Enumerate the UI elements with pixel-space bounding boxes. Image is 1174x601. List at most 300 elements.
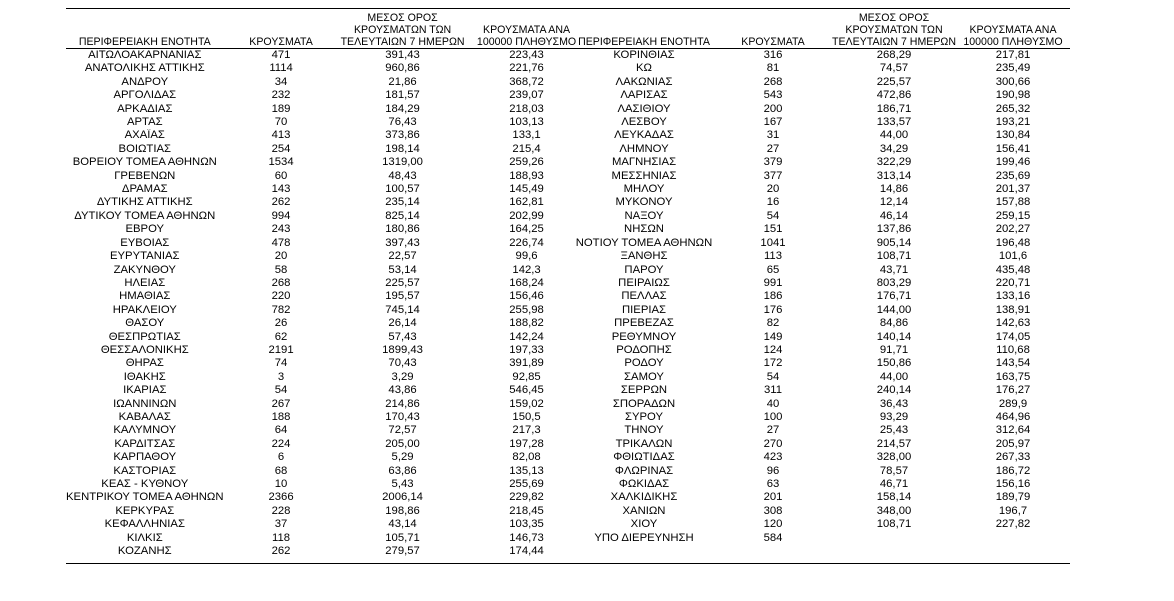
cell-avg7: 825,14 — [385, 209, 420, 222]
cell-per100k — [956, 532, 1070, 545]
cell-per100k: 312,64 — [995, 424, 1031, 437]
cell-per100k: 130,84 — [995, 129, 1031, 142]
cell-avg7: 91,71 — [879, 343, 909, 356]
table-row — [66, 331, 587, 344]
cell-per100k: 168,24 — [509, 276, 544, 289]
table-row — [574, 250, 1070, 263]
cell-per100k: 217,81 — [995, 49, 1031, 61]
cell-avg7: 195,57 — [385, 290, 420, 303]
cell-region: ΚΕΦΑΛΛΗΝΙΑΣ — [104, 518, 185, 531]
table-row — [66, 210, 587, 223]
cell-avg7: 46,14 — [879, 209, 909, 222]
cell-avg7: 176,71 — [876, 290, 912, 303]
cell-cases: 10 — [274, 478, 288, 490]
table-row — [66, 532, 587, 545]
cell-cases: 2191 — [268, 343, 294, 356]
cell-cases: 413 — [271, 129, 291, 142]
table-row — [574, 371, 1070, 384]
cell-region: ΝΗΣΩΝ — [624, 223, 664, 236]
cell-avg7: 268,29 — [876, 49, 912, 61]
table-row — [66, 465, 587, 478]
cell-cases: 224 — [271, 437, 291, 450]
table-row — [574, 290, 1070, 303]
table-row — [574, 505, 1070, 518]
cell-cases: 62 — [274, 330, 288, 343]
cell-avg7: 84,86 — [879, 317, 909, 330]
cell-avg7: 46,71 — [879, 478, 909, 490]
table-row — [66, 129, 587, 142]
cell-region: ΘΕΣΣΑΛΟΝΙΚΗΣ — [100, 343, 189, 356]
table-row — [66, 156, 587, 169]
cell-region: ΒΟΙΩΤΙΑΣ — [118, 142, 171, 155]
cell-region: ΚΟΖΑΝΗΣ — [117, 545, 172, 558]
cell-region: ΜΥΚΟΝΟΥ — [615, 196, 673, 209]
cell-avg7: 5,43 — [391, 478, 414, 490]
table-row — [574, 76, 1070, 89]
table-row — [574, 143, 1070, 156]
cell-avg7: 34,29 — [879, 142, 909, 155]
cell-per100k: 255,98 — [509, 303, 544, 316]
cell-avg7: 180,86 — [385, 223, 420, 236]
cell-cases: 3 — [277, 370, 285, 383]
cell-per100k: 255,69 — [509, 478, 544, 490]
cell-per100k: 163,75 — [995, 370, 1031, 383]
cell-cases: 991 — [763, 276, 783, 289]
cell-cases: 262 — [271, 545, 291, 558]
cell-region: ΕΥΒΟΙΑΣ — [120, 236, 170, 249]
cell-region: ΦΩΚΙΔΑΣ — [618, 478, 670, 490]
cell-avg7: 348,00 — [876, 504, 912, 517]
cell-region: ΦΛΩΡΙΝΑΣ — [614, 464, 674, 477]
cell-per100k: 188,93 — [509, 169, 544, 182]
table-row — [574, 210, 1070, 223]
cell-avg7: 22,57 — [388, 250, 417, 263]
cell-per100k: 145,49 — [509, 183, 544, 196]
cell-region: ΘΑΣΟΥ — [125, 317, 165, 330]
cell-per100k: 218,45 — [509, 504, 544, 517]
table-row — [574, 518, 1070, 531]
cell-cases: 100 — [763, 410, 783, 423]
cell-cases: 1114 — [269, 62, 293, 75]
table-row — [66, 491, 587, 504]
cell-avg7 — [832, 532, 956, 545]
cell-region: ΠΑΡΟΥ — [624, 263, 664, 276]
cell-region: ΛΑΚΩΝΙΑΣ — [615, 75, 673, 88]
table-row — [66, 290, 587, 303]
table-row — [574, 170, 1070, 183]
cell-cases: 1041 — [760, 236, 786, 249]
cell-region: ΧΙΟΥ — [630, 518, 658, 531]
cell-avg7: 225,57 — [385, 276, 420, 289]
cell-avg7: 803,29 — [876, 276, 912, 289]
cell-cases: 189 — [271, 102, 291, 115]
cell-region: ΑΙΤΩΛΟΑΚΑΡΝΑΝΙΑΣ — [88, 49, 202, 61]
cell-avg7: 472,86 — [876, 89, 912, 102]
cell-per100k: 143,54 — [995, 357, 1031, 370]
cell-per100k: 220,71 — [995, 276, 1031, 289]
table-row — [66, 170, 587, 183]
cell-region: ΡΟΔΟΥ — [624, 357, 664, 370]
table-row — [574, 424, 1070, 437]
cell-region: ΝΑΞΟΥ — [624, 209, 664, 222]
cell-region: ΠΕΛΛΑΣ — [621, 290, 667, 303]
cell-per100k: 99,6 — [515, 250, 538, 263]
cell-region: ΑΡΓΟΛΙΔΑΣ — [113, 89, 177, 102]
cell-per100k: 265,32 — [995, 102, 1031, 115]
table-row — [66, 183, 587, 196]
cell-avg7: 198,86 — [385, 504, 420, 517]
cell-region: ΚΑΣΤΟΡΙΑΣ — [113, 464, 177, 477]
cell-region: ΚΕΝΤΡΙΚΟΥ ΤΟΜΕΑ ΑΘΗΝΩΝ — [66, 491, 224, 504]
cell-region: ΠΡΕΒΕΖΑΣ — [614, 317, 674, 330]
cell-cases: 186 — [763, 290, 783, 303]
cell-per100k: 193,21 — [995, 116, 1031, 129]
cell-per100k: 196,48 — [995, 236, 1031, 249]
cell-region: ΙΚΑΡΙΑΣ — [123, 384, 167, 397]
cell-avg7: 36,43 — [879, 397, 909, 410]
cell-cases: 68 — [274, 464, 288, 477]
cell-avg7: 322,29 — [876, 156, 912, 169]
cell-region: ΓΡΕΒΕΝΩΝ — [114, 169, 176, 182]
cell-per100k: 199,46 — [995, 156, 1031, 169]
cell-cases: 27 — [766, 424, 780, 437]
cell-per100k: 391,89 — [509, 357, 544, 370]
cell-per100k: 235,49 — [995, 62, 1031, 75]
cell-avg7: 181,57 — [385, 89, 420, 102]
cell-avg7: 26,14 — [388, 317, 417, 330]
cell-per100k: 201,37 — [995, 183, 1031, 196]
cell-cases: 65 — [766, 263, 780, 276]
cell-cases: 232 — [271, 89, 291, 102]
table-row — [574, 331, 1070, 344]
cell-avg7: 905,14 — [876, 236, 912, 249]
table-row — [574, 384, 1070, 397]
table-row — [66, 424, 587, 437]
cell-cases: 243 — [271, 223, 291, 236]
cell-region: ΧΑΝΙΩΝ — [622, 504, 666, 517]
table-row — [574, 304, 1070, 317]
cell-avg7: 108,71 — [876, 250, 912, 263]
left-header-row — [66, 9, 587, 49]
cell-cases: 584 — [763, 531, 783, 544]
cell-region: ΑΝΔΡΟΥ — [121, 75, 169, 88]
cell-region: ΣΥΡΟΥ — [624, 410, 663, 423]
cell-region: ΔΡΑΜΑΣ — [121, 183, 168, 196]
cell-per100k: 205,97 — [995, 437, 1031, 450]
table-row — [574, 223, 1070, 236]
cell-cases: 478 — [271, 236, 291, 249]
cell-per100k: 176,27 — [995, 384, 1031, 397]
cell-cases: 377 — [763, 169, 783, 182]
cell-avg7: 279,57 — [385, 545, 420, 558]
table-row — [66, 344, 587, 357]
table-row — [66, 250, 587, 263]
cell-per100k: 259,15 — [995, 209, 1031, 222]
cell-cases: 471 — [271, 49, 291, 61]
cell-per100k: 142,3 — [512, 263, 541, 276]
cell-cases: 54 — [766, 370, 780, 383]
cell-per100k: 235,69 — [995, 169, 1031, 182]
cell-cases: 308 — [763, 504, 783, 517]
cell-avg7: 43,71 — [879, 263, 909, 276]
cell-avg7: 21,86 — [388, 75, 417, 88]
cell-avg7: 108,71 — [876, 518, 912, 531]
cell-avg7: 53,14 — [388, 263, 417, 276]
table-row — [574, 465, 1070, 478]
cell-avg7: 2006,14 — [382, 491, 423, 504]
cell-avg7: 1899,43 — [382, 343, 423, 356]
table-row — [66, 116, 587, 129]
table-row — [574, 357, 1070, 370]
cell-per100k: 188,82 — [509, 317, 544, 330]
cell-region: ΤΗΝΟΥ — [624, 424, 664, 437]
cell-cases: 188 — [271, 410, 291, 423]
cell-cases: 267 — [271, 397, 291, 410]
table-row — [66, 89, 587, 102]
cell-per100k: 174,05 — [995, 330, 1031, 343]
left-table — [66, 9, 587, 558]
table-row — [66, 237, 587, 250]
cell-per100k: 146,73 — [509, 531, 544, 544]
cell-region: ΦΘΙΩΤΙΔΑΣ — [613, 451, 675, 464]
cell-avg7: 72,57 — [388, 424, 417, 437]
header-per100k: ΚΡΟΥΣΜΑΤΑ ΑΝΑ 100000 ΠΛΗΘΥΣΜΟ — [956, 9, 1070, 49]
cell-avg7: 44,00 — [879, 370, 909, 383]
table-row — [574, 89, 1070, 102]
table-row — [574, 532, 1070, 545]
cell-per100k: 226,74 — [509, 236, 544, 249]
cell-region: ΛΕΥΚΑΔΑΣ — [614, 129, 674, 142]
cell-cases: 120 — [763, 518, 783, 531]
table-row — [66, 196, 587, 209]
cell-avg7: 184,29 — [385, 102, 420, 115]
cell-avg7: 74,57 — [879, 62, 909, 75]
table-row — [574, 237, 1070, 250]
cell-region: ΚΟΡΙΝΘΙΑΣ — [613, 49, 675, 61]
cell-cases: 167 — [763, 116, 783, 129]
table-row — [66, 62, 587, 75]
cell-region: ΜΑΓΝΗΣΙΑΣ — [611, 156, 677, 169]
cell-per100k: 156,16 — [995, 478, 1031, 490]
cell-avg7: 93,29 — [879, 410, 909, 423]
cell-avg7: 5,29 — [391, 451, 414, 464]
header-region: ΠΕΡΙΦΕΡΕΙΑΚΗ ΕΝΟΤΗΤΑ — [574, 9, 714, 49]
cell-cases: 143 — [271, 183, 291, 196]
cell-region: ΣΠΟΡΑΔΩΝ — [612, 397, 676, 410]
cell-avg7: 186,71 — [876, 102, 912, 115]
cell-avg7: 70,43 — [388, 357, 417, 370]
cell-region: ΘΕΣΠΡΩΤΙΑΣ — [108, 330, 181, 343]
cell-cases: 27 — [766, 142, 780, 155]
cell-per100k: 159,02 — [509, 397, 544, 410]
cell-region: ΖΑΚΥΝΘΟΥ — [113, 263, 176, 276]
table-row — [574, 411, 1070, 424]
cell-region: ΣΑΜΟΥ — [624, 370, 664, 383]
cell-cases: 6 — [277, 451, 285, 464]
cell-avg7: 14,86 — [879, 183, 909, 196]
cell-region: ΤΡΙΚΑΛΩΝ — [615, 437, 673, 450]
cell-avg7: 63,86 — [388, 464, 417, 477]
cell-per100k: 300,66 — [995, 75, 1031, 88]
cell-cases: 782 — [271, 303, 291, 316]
cell-avg7: 44,00 — [879, 129, 909, 142]
cell-avg7: 43,14 — [388, 518, 417, 531]
cell-per100k: 196,7 — [998, 504, 1028, 517]
cell-region: ΜΕΣΣΗΝΙΑΣ — [611, 169, 677, 182]
cell-cases: 172 — [763, 357, 783, 370]
cell-cases: 58 — [274, 263, 288, 276]
table-row — [574, 103, 1070, 116]
cell-avg7: 214,86 — [385, 397, 420, 410]
cell-region: ΘΗΡΑΣ — [125, 357, 164, 370]
cell-cases: 81 — [766, 62, 780, 75]
cell-per100k: 186,72 — [995, 464, 1031, 477]
cell-avg7: 225,57 — [876, 75, 912, 88]
cell-region: ΚΩ — [636, 62, 652, 75]
cell-cases: 96 — [766, 464, 780, 477]
cell-cases: 201 — [763, 491, 783, 504]
table-row — [66, 317, 587, 330]
cell-region: ΛΕΣΒΟΥ — [621, 116, 667, 129]
cell-per100k: 150,5 — [512, 410, 541, 423]
cell-region: ΚΑΡΠΑΘΟΥ — [113, 451, 177, 464]
table-row — [66, 277, 587, 290]
cell-region: ΣΕΡΡΩΝ — [620, 384, 668, 397]
cell-per100k: 267,33 — [995, 451, 1031, 464]
cell-avg7: 158,14 — [876, 491, 912, 504]
cell-region: ΠΕΙΡΑΙΩΣ — [618, 276, 670, 289]
cell-per100k: 197,28 — [509, 437, 544, 450]
cell-avg7: 3,29 — [391, 370, 414, 383]
cell-avg7: 313,14 — [876, 169, 912, 182]
table-row — [66, 357, 587, 370]
cell-cases: 2366 — [268, 491, 294, 504]
cell-region: ΚΕΑΣ - ΚΥΘΝΟΥ — [101, 478, 189, 490]
cell-per100k: 164,25 — [509, 223, 544, 236]
cell-cases: 118 — [272, 531, 291, 544]
cell-per100k: 156,46 — [509, 290, 544, 303]
cell-avg7: 12,14 — [879, 196, 909, 209]
cell-cases: 124 — [763, 343, 783, 356]
cell-avg7: 170,43 — [385, 410, 420, 423]
cell-region: ΗΛΕΙΑΣ — [124, 276, 166, 289]
cell-region: ΡΟΔΟΠΗΣ — [616, 343, 672, 356]
table-row — [66, 438, 587, 451]
cell-per100k: 133,16 — [995, 290, 1031, 303]
table-row — [574, 398, 1070, 411]
table-row — [574, 478, 1070, 491]
cell-per100k: 229,82 — [509, 491, 544, 504]
cell-region: ΑΡΤΑΣ — [126, 116, 163, 129]
cell-region: ΞΑΝΘΗΣ — [620, 250, 668, 263]
cell-region: ΗΜΑΘΙΑΣ — [119, 290, 171, 303]
cell-avg7: 137,86 — [876, 223, 912, 236]
cell-per100k: 156,41 — [995, 142, 1031, 155]
cell-region: ΙΘΑΚΗΣ — [123, 370, 166, 383]
cell-cases: 54 — [766, 209, 780, 222]
cell-cases: 379 — [763, 156, 783, 169]
cell-region: ΑΡΚΑΔΙΑΣ — [117, 102, 173, 115]
cell-per100k: 202,27 — [995, 223, 1031, 236]
cell-avg7: 198,14 — [385, 142, 420, 155]
cell-cases: 423 — [763, 451, 783, 464]
cell-cases: 151 — [763, 223, 783, 236]
cell-per100k: 464,96 — [995, 410, 1031, 423]
cell-avg7: 48,43 — [388, 169, 417, 182]
cell-per100k: 190,98 — [995, 89, 1031, 102]
header-avg7: ΜΕΣΟΣ ΟΡΟΣ ΚΡΟΥΣΜΑΤΩΝ ΤΩΝ ΤΕΛΕΥΤΑΙΩΝ 7 ΗΜΕΡΩΝ — [832, 9, 956, 49]
cell-avg7: 1319,00 — [382, 156, 423, 169]
cell-per100k: 223,43 — [509, 49, 544, 61]
cell-region: ΔΥΤΙΚΟΥ ΤΟΜΕΑ ΑΘΗΝΩΝ — [74, 209, 216, 222]
cell-per100k: 174,44 — [509, 545, 544, 558]
cell-avg7: 960,86 — [385, 62, 420, 75]
cell-per100k: 189,79 — [995, 491, 1031, 504]
cell-region: ΝΟΤΙΟΥ ΤΟΜΕΑ ΑΘΗΝΩΝ — [575, 236, 713, 249]
cell-cases: 316 — [763, 49, 783, 61]
cell-cases: 54 — [274, 384, 288, 397]
cell-cases: 74 — [274, 357, 288, 370]
cell-per100k: 101,6 — [998, 250, 1028, 263]
cell-cases: 268 — [763, 75, 783, 88]
table-row — [66, 76, 587, 89]
cell-region: ΒΟΡΕΙΟΥ ΤΟΜΕΑ ΑΘΗΝΩΝ — [72, 156, 217, 169]
cell-per100k: 103,13 — [509, 116, 544, 129]
cell-region: ΔΥΤΙΚΗΣ ΑΤΤΙΚΗΣ — [96, 196, 193, 209]
cell-cases: 113 — [763, 250, 782, 263]
header-cases: ΚΡΟΥΣΜΑΤΑ — [224, 9, 339, 49]
table-row — [574, 156, 1070, 169]
cell-region: ΧΑΛΚΙΔΙΚΗΣ — [610, 491, 678, 504]
table-row — [574, 196, 1070, 209]
header-region: ΠΕΡΙΦΕΡΕΙΑΚΗ ΕΝΟΤΗΤΑ — [66, 9, 224, 49]
table-row — [66, 103, 587, 116]
table-row — [574, 116, 1070, 129]
cell-per100k: 215,4 — [512, 142, 541, 155]
table-row — [66, 545, 587, 558]
cell-avg7: 140,14 — [876, 330, 912, 343]
cell-cases: 543 — [763, 89, 783, 102]
cell-per100k: 217,3 — [512, 424, 541, 437]
table-row — [574, 49, 1070, 63]
table-row — [66, 398, 587, 411]
table-row — [574, 451, 1070, 464]
cell-cases: 149 — [763, 330, 783, 343]
cell-region: ΛΑΣΙΘΙΟΥ — [617, 102, 671, 115]
cell-region: ΛΑΡΙΣΑΣ — [620, 89, 668, 102]
cell-cases: 37 — [274, 518, 288, 531]
header-avg7: ΜΕΣΟΣ ΟΡΟΣ ΚΡΟΥΣΜΑΤΩΝ ΤΩΝ ΤΕΛΕΥΤΑΙΩΝ 7 ΗΜΕΡΩΝ — [339, 9, 467, 49]
cell-avg7: 745,14 — [385, 303, 420, 316]
cell-cases: 82 — [766, 317, 780, 330]
table-row — [66, 518, 587, 531]
cell-per100k: 218,03 — [509, 102, 544, 115]
cell-per100k: 202,99 — [509, 209, 544, 222]
cell-region: ΚΑΡΔΙΤΣΑΣ — [114, 437, 176, 450]
cell-cases: 16 — [766, 196, 780, 209]
cell-cases: 63 — [766, 478, 780, 490]
cell-per100k: 435,48 — [995, 263, 1031, 276]
cell-avg7: 373,86 — [385, 129, 420, 142]
cell-region: ΗΡΑΚΛΕΙΟΥ — [112, 303, 177, 316]
cell-region: ΙΩΑΝΝΙΝΩΝ — [113, 397, 177, 410]
cell-per100k: 289,9 — [998, 397, 1028, 410]
cell-per100k: 82,08 — [512, 451, 541, 464]
cell-cases: 60 — [274, 169, 288, 182]
header-per100k: ΚΡΟΥΣΜΑΤΑ ΑΝΑ 100000 ΠΛΗΘΥΣΜΟ — [467, 9, 587, 49]
cell-avg7: 391,43 — [385, 49, 420, 61]
cell-region: ΡΕΘΥΜΝΟΥ — [611, 330, 677, 343]
